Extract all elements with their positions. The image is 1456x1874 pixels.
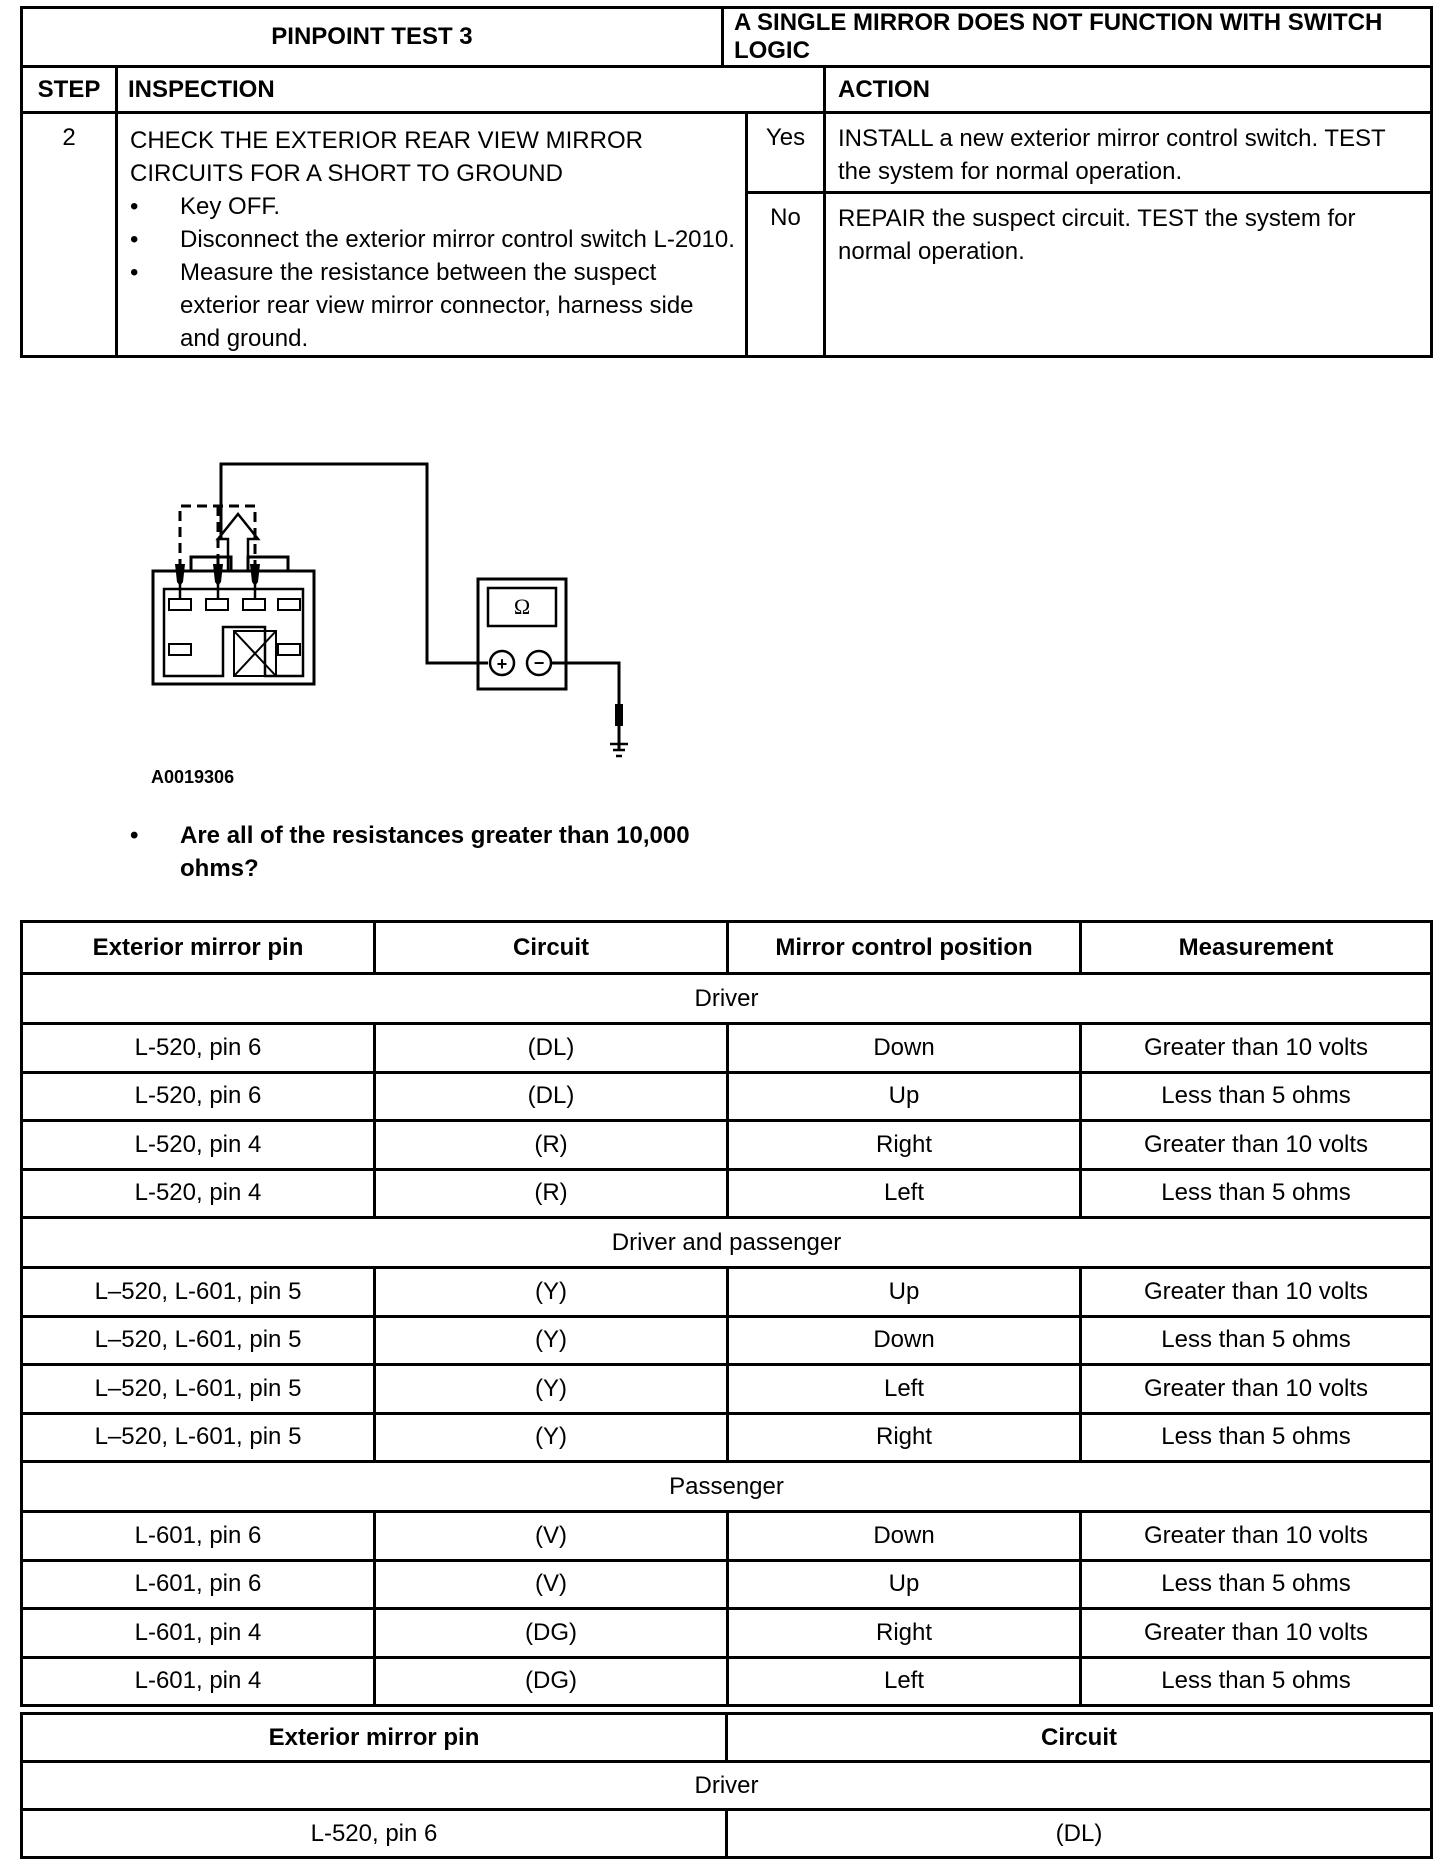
table-cell: Down xyxy=(728,1512,1081,1561)
table-cell: L-520, pin 4 xyxy=(22,1169,375,1218)
table-cell: Greater than 10 volts xyxy=(1081,1268,1432,1317)
insert-arrow xyxy=(218,514,258,571)
connector-pin xyxy=(278,599,300,610)
inspection-question: • Are all of the resistances greater than 10,000 ohms? xyxy=(130,819,690,885)
connector-key-cross xyxy=(234,631,276,676)
header-exterior-mirror-pin: Exterior mirror pin xyxy=(22,1714,727,1762)
table-cell: Right xyxy=(728,1609,1081,1658)
table-cell: Greater than 10 volts xyxy=(1081,1121,1432,1170)
table-cell: (Y) xyxy=(375,1316,728,1365)
section-title: Driver xyxy=(22,1762,1432,1810)
table-cell: L-520, pin 6 xyxy=(22,1810,727,1858)
table-cell: (V) xyxy=(375,1512,728,1561)
ohm-symbol: Ω xyxy=(513,594,531,619)
header-exterior-mirror-pin: Exterior mirror pin xyxy=(22,922,375,974)
column-header-inspection: INSPECTION xyxy=(117,67,825,113)
table-cell: L-520, pin 6 xyxy=(22,1024,375,1073)
table-cell: Left xyxy=(728,1169,1081,1218)
table-row xyxy=(22,1169,1432,1218)
probe-tip xyxy=(175,564,185,586)
inspection-cell xyxy=(117,113,747,882)
table-cell: L–520, L-601, pin 5 xyxy=(22,1413,375,1462)
table-cell: Up xyxy=(728,1072,1081,1121)
pinpoint-header-row xyxy=(22,8,1432,67)
table-cell: Left xyxy=(728,1657,1081,1706)
connector-pin xyxy=(206,599,228,610)
section-row xyxy=(22,974,1432,1024)
table-row xyxy=(22,1121,1432,1170)
probe-shaft xyxy=(180,584,255,599)
measurement-header-row xyxy=(22,922,1432,974)
table-cell: Less than 5 ohms xyxy=(1081,1316,1432,1365)
inspection-steps xyxy=(130,190,735,355)
minus-symbol: − xyxy=(533,653,545,673)
table-cell: Greater than 10 volts xyxy=(1081,1512,1432,1561)
probe-tip xyxy=(250,564,260,586)
table-cell: Greater than 10 volts xyxy=(1081,1024,1432,1073)
table-row xyxy=(22,1365,1432,1414)
pinpoint-test-label: PINPOINT TEST 3 xyxy=(22,8,723,67)
table-row xyxy=(22,1657,1432,1706)
probe-tip xyxy=(213,564,223,586)
table-cell: L-520, pin 6 xyxy=(22,1072,375,1121)
section-row xyxy=(22,1762,1432,1810)
table-row xyxy=(22,1072,1432,1121)
table-row xyxy=(22,1413,1432,1462)
connector-pin xyxy=(243,599,265,610)
table-cell: L-601, pin 6 xyxy=(22,1512,375,1561)
table-cell: Right xyxy=(728,1121,1081,1170)
table-cell: Up xyxy=(728,1560,1081,1609)
inspection-step: • Measure the resistance between the suspect exterior rear view mirror connector, harness side and ground. xyxy=(130,256,735,355)
inspection-title: CHECK THE EXTERIOR REAR VIEW MIRROR CIRCUITS FOR A SHORT TO GROUND xyxy=(130,127,643,187)
measurement-table xyxy=(20,920,1433,1707)
table-cell: L–520, L-601, pin 5 xyxy=(22,1316,375,1365)
table-cell: (Y) xyxy=(375,1413,728,1462)
table-cell: L-520, pin 4 xyxy=(22,1121,375,1170)
connector-pin xyxy=(169,599,191,610)
step-number: 2 xyxy=(22,113,117,357)
table-cell: Greater than 10 volts xyxy=(1081,1365,1432,1414)
table-cell: (DG) xyxy=(375,1657,728,1706)
table-cell: L–520, L-601, pin 5 xyxy=(22,1268,375,1317)
table-cell: L-601, pin 4 xyxy=(22,1609,375,1658)
yes-label: Yes xyxy=(747,113,825,193)
meter-ground-lead xyxy=(551,663,619,749)
table-cell: (Y) xyxy=(375,1365,728,1414)
table-cell: Less than 5 ohms xyxy=(1081,1072,1432,1121)
table-cell: (DL) xyxy=(375,1024,728,1073)
inspection-step: • Key OFF. xyxy=(130,190,735,223)
figure-id: A0019306 xyxy=(151,767,235,787)
table-cell: L-601, pin 4 xyxy=(22,1657,375,1706)
table-cell: Less than 5 ohms xyxy=(1081,1169,1432,1218)
yes-action-cell xyxy=(825,113,1432,193)
inspection-step: • Disconnect the exterior mirror control switch L-2010. xyxy=(130,223,735,256)
section-row xyxy=(22,1218,1432,1268)
connector-latch xyxy=(191,557,231,571)
header-circuit: Circuit xyxy=(375,922,728,974)
ground-probe xyxy=(615,704,623,726)
wiring-diagram xyxy=(138,414,758,794)
table-row xyxy=(22,1024,1432,1073)
section-title: Driver xyxy=(22,974,1432,1024)
no-action: REPAIR the suspect circuit. TEST the system for normal operation. xyxy=(838,205,1356,265)
section-title: Driver and passenger xyxy=(22,1218,1432,1268)
table-cell: Down xyxy=(728,1316,1081,1365)
table-cell: (V) xyxy=(375,1560,728,1609)
connector-pin xyxy=(278,644,300,655)
circuit-table-body xyxy=(22,1762,1432,1858)
table-cell: Less than 5 ohms xyxy=(1081,1413,1432,1462)
header-measurement: Measurement xyxy=(1081,922,1432,974)
table-row xyxy=(22,1560,1432,1609)
section-row xyxy=(22,1462,1432,1512)
plus-symbol: + xyxy=(496,654,508,674)
yes-action: INSTALL a new exterior mirror control switch. TEST the system for normal operation. xyxy=(838,125,1386,185)
no-label: No xyxy=(747,193,825,357)
no-action-cell xyxy=(825,193,1432,357)
circuit-header-row xyxy=(22,1714,1432,1762)
table-row xyxy=(22,1609,1432,1658)
table-cell: Up xyxy=(728,1268,1081,1317)
table-cell: (R) xyxy=(375,1169,728,1218)
step-row xyxy=(22,113,1432,193)
header-circuit: Circuit xyxy=(727,1714,1432,1762)
inspection-question-block xyxy=(130,819,690,885)
table-row xyxy=(22,1268,1432,1317)
pinpoint-test-title: A SINGLE MIRROR DOES NOT FUNCTION WITH SWITCH LOGIC xyxy=(722,8,1431,67)
table-cell: Greater than 10 volts xyxy=(1081,1609,1432,1658)
table-row xyxy=(22,1810,1432,1858)
table-cell: L–520, L-601, pin 5 xyxy=(22,1365,375,1414)
table-cell: (R) xyxy=(375,1121,728,1170)
pinpoint-column-header-row xyxy=(22,67,1432,113)
circuit-table xyxy=(20,1712,1433,1859)
meter-positive-lead xyxy=(221,464,488,663)
measurement-table-body xyxy=(22,974,1432,1706)
table-row xyxy=(22,1512,1432,1561)
table-cell: Less than 5 ohms xyxy=(1081,1560,1432,1609)
table-cell: (DL) xyxy=(727,1810,1432,1858)
table-cell: (Y) xyxy=(375,1268,728,1317)
table-cell: Right xyxy=(728,1413,1081,1462)
table-cell: (DL) xyxy=(375,1072,728,1121)
column-header-step: STEP xyxy=(22,67,117,113)
table-cell: Left xyxy=(728,1365,1081,1414)
connector-pin xyxy=(169,644,191,655)
table-cell: (DG) xyxy=(375,1609,728,1658)
header-mirror-control-position: Mirror control position xyxy=(728,922,1081,974)
table-row xyxy=(22,1316,1432,1365)
pinpoint-test-table xyxy=(20,6,1433,882)
table-cell: Down xyxy=(728,1024,1081,1073)
table-cell: L-601, pin 6 xyxy=(22,1560,375,1609)
table-cell: Less than 5 ohms xyxy=(1081,1657,1432,1706)
column-header-action: ACTION xyxy=(825,67,1432,113)
section-title: Passenger xyxy=(22,1462,1432,1512)
